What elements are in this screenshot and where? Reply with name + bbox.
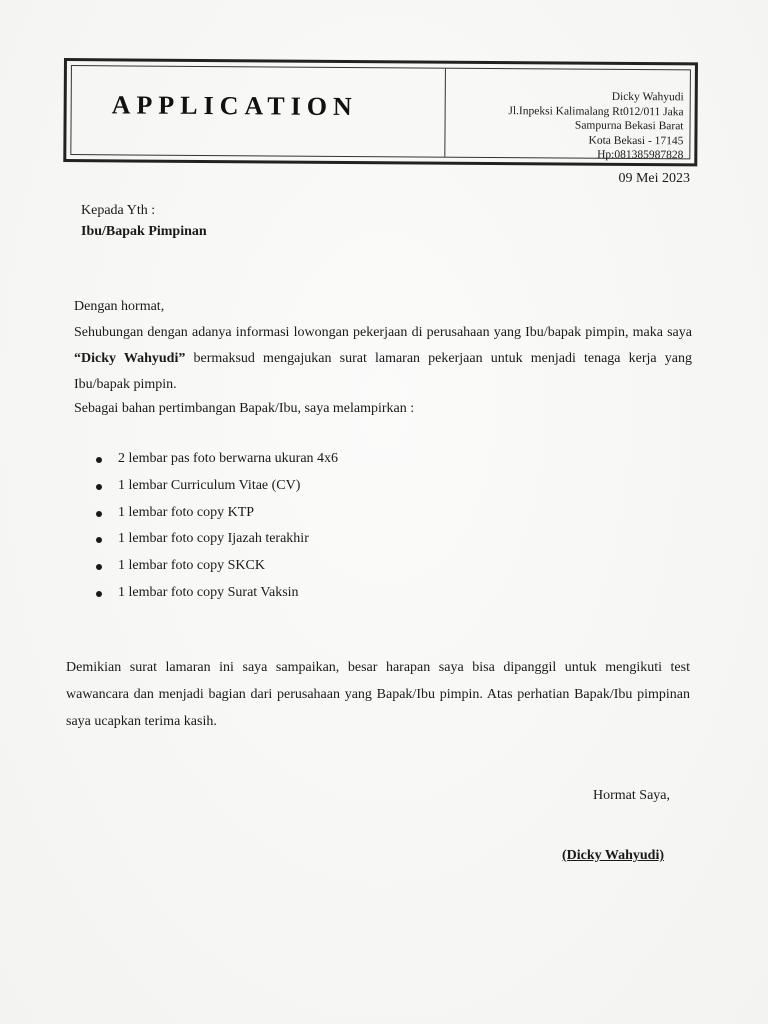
closing-paragraph: Demikian surat lamaran ini saya sampaikan, besar harapan saya bisa dipanggil untuk mengikuti test wawancara dan menjadi bagian dari perusahaan yang Bapak/Ibu pimpin. Atas perhatian Bapak/Ibu pimpinan saya ucapkan terima kasih. — [66, 660, 690, 729]
recipient-salutation: Kepada Yth : — [81, 203, 156, 218]
regards-text: Hormat Saya, — [593, 788, 670, 803]
list-item: 1 lembar foto copy KTP — [90, 500, 338, 527]
recipient-name: Ibu/Bapak Pimpinan — [81, 224, 207, 239]
list-item: 1 lembar foto copy Ijazah terakhir — [90, 526, 338, 553]
letter-title: APPLICATION — [111, 90, 358, 122]
letterhead-box — [63, 58, 698, 166]
attachment-intro: Sebagai bahan pertimbangan Bapak/Ibu, saya melampirkan : — [74, 401, 415, 416]
attachment-list — [90, 446, 338, 607]
letterhead-inner-frame — [70, 65, 691, 162]
recipient-block — [81, 200, 207, 242]
sender-phone: Hp:081385987828 — [597, 148, 684, 162]
letterhead-divider — [444, 69, 446, 157]
signature-name: (Dicky Wahyudi) — [561, 848, 664, 863]
list-item: 1 lembar Curriculum Vitae (CV) — [90, 473, 338, 500]
intro-text-start: Sehubungan dengan adanya informasi lowongan pekerjaan di perusahaan yang Ibu/bapak pimpin, maka saya — [74, 325, 692, 340]
list-item: 1 lembar foto copy Surat Vaksin — [90, 580, 338, 607]
sender-address-line2: Sampurna Bekasi Barat — [574, 119, 684, 133]
sender-address-line1: Jl.Inpeksi Kalimalang Rt012/011 Jaka — [508, 104, 684, 118]
intro-text-end: bermaksud mengajukan surat lamaran pekerjaan untuk menjadi tenaga kerja yang Ibu/bapak pimpin. — [74, 351, 692, 392]
applicant-name-inline: “Dicky Wahyudi” — [74, 351, 186, 366]
greeting: Dengan hormat, — [74, 299, 165, 314]
sender-name: Dicky Wahyudi — [611, 90, 684, 104]
letter-date: 09 Mei 2023 — [618, 171, 690, 186]
intro-paragraph — [74, 320, 692, 398]
sender-address-line3: Kota Bekasi - 17145 — [588, 134, 684, 147]
sender-info — [508, 89, 684, 163]
list-item: 1 lembar foto copy SKCK — [90, 553, 338, 580]
list-item: 2 lembar pas foto berwarna ukuran 4x6 — [90, 446, 338, 473]
